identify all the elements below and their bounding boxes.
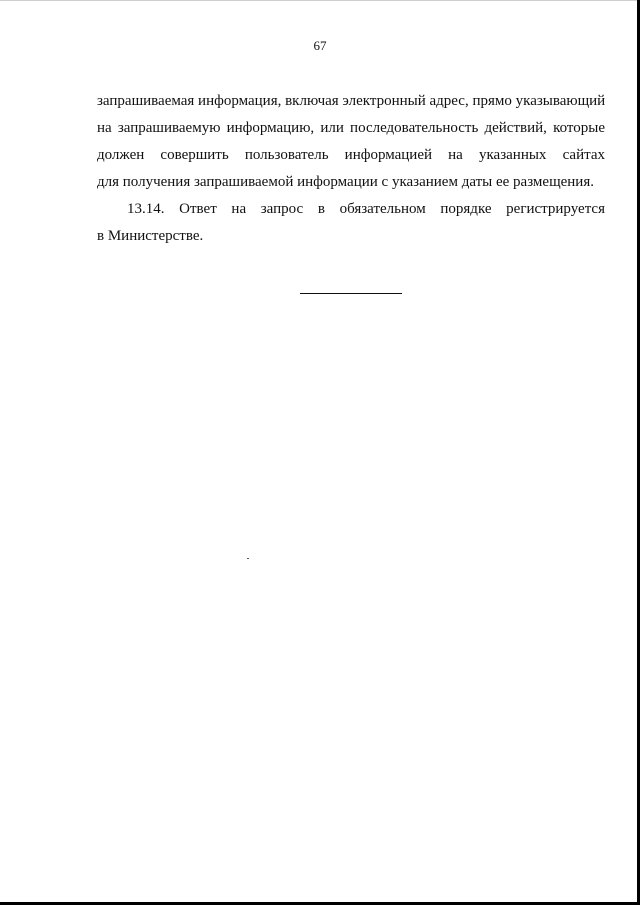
paragraph-continuation	[97, 88, 605, 196]
text-line: для получения запрашиваемой информации с указанием даты ее размещения.	[97, 174, 594, 190]
scan-speck	[247, 558, 249, 559]
page-number: 67	[313, 38, 327, 53]
body-text	[97, 88, 605, 250]
end-separator-line	[300, 293, 402, 294]
text-line: на запрашиваемую информацию, или последовательность действий, которые	[97, 120, 605, 136]
paragraph-13-14	[97, 196, 605, 250]
scan-border-top	[0, 0, 640, 1]
text-line: 13.14. Ответ на запрос в обязательном порядке регистрируется	[127, 201, 605, 217]
text-line: в Министерстве.	[97, 228, 204, 244]
text-line: должен совершить пользователь информацией на указанных сайтах	[97, 147, 605, 163]
text-line: запрашиваемая информация, включая электронный адрес, прямо указывающий	[97, 93, 606, 109]
